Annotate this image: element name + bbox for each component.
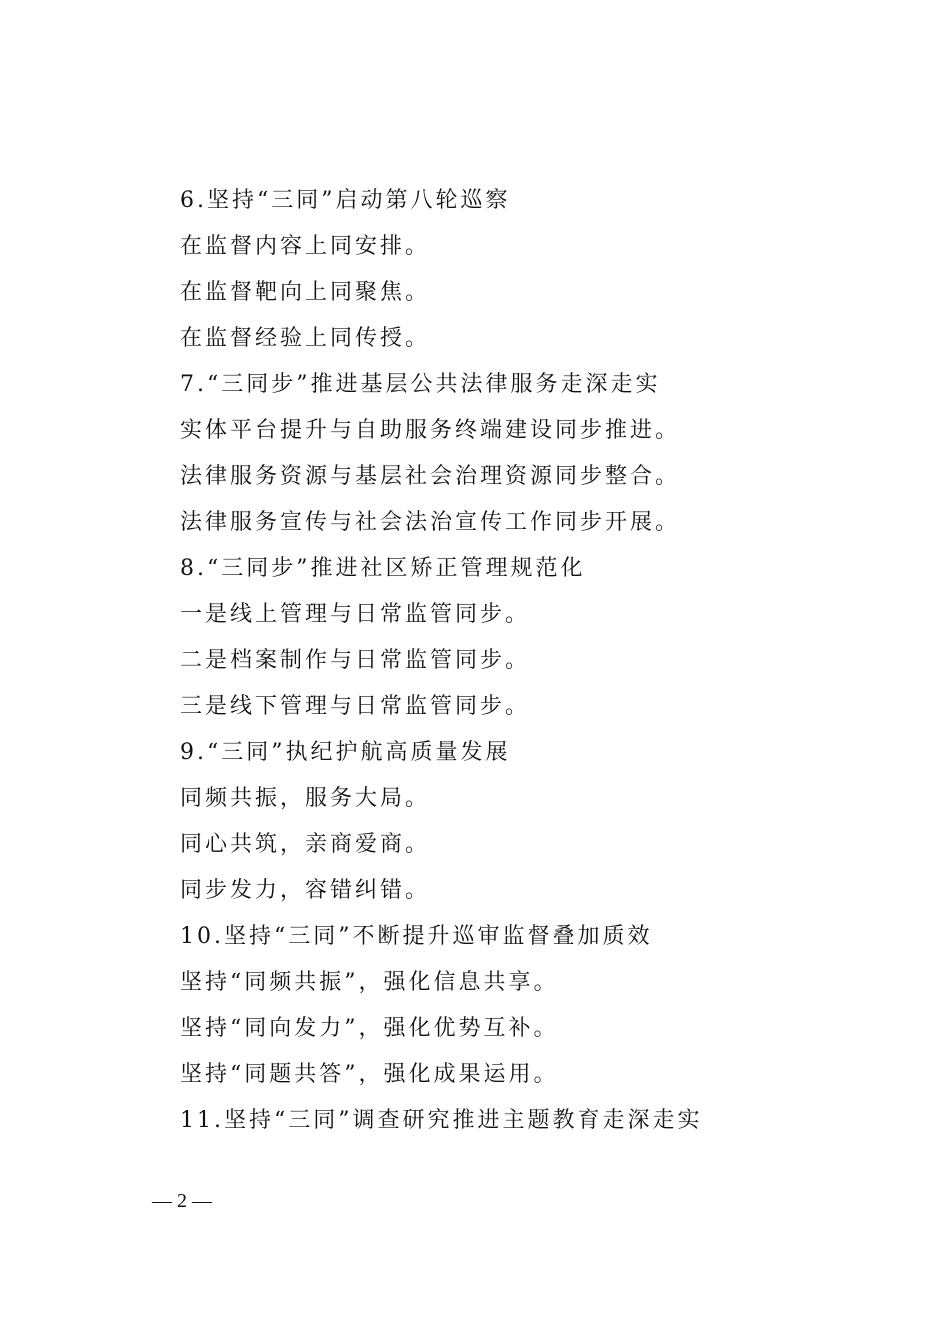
text-line: 一是线上管理与日常监管同步。 (180, 602, 531, 627)
text-line: 三是线下管理与日常监管同步。 (180, 694, 531, 719)
text-line: 在监督靶向上同聚焦。 (180, 280, 431, 305)
text-line: 同步发力，容错纠错。 (180, 878, 431, 903)
text-line: 法律服务资源与基层社会治理资源同步整合。 (180, 464, 681, 489)
heading-9: 9.“三同”执纪护航高质量发展 (180, 740, 511, 765)
text-line: 坚持“同向发力”，强化优势互补。 (180, 1016, 559, 1041)
heading-6: 6.坚持“三同”启动第八轮巡察 (180, 188, 511, 213)
text-line: 实体平台提升与自助服务终端建设同步推进。 (180, 418, 681, 443)
text-line: 二是档案制作与日常监管同步。 (180, 648, 531, 673)
document-body (180, 178, 880, 1144)
text-line: 法律服务宣传与社会法治宣传工作同步开展。 (180, 510, 681, 535)
page-number: — 2 — (152, 1190, 212, 1212)
heading-10: 10.坚持“三同”不断提升巡审监督叠加质效 (180, 924, 653, 949)
text-line: 同心共筑，亲商爱商。 (180, 832, 431, 857)
heading-7: 7.“三同步”推进基层公共法律服务走深走实 (180, 372, 661, 397)
text-line: 在监督内容上同安排。 (180, 234, 431, 259)
heading-8: 8.“三同步”推进社区矫正管理规范化 (180, 556, 586, 581)
heading-11: 11.坚持“三同”调查研究推进主题教育走深走实 (180, 1108, 703, 1133)
text-line: 同频共振，服务大局。 (180, 786, 431, 811)
text-line: 坚持“同频共振”，强化信息共享。 (180, 970, 559, 995)
text-line: 坚持“同题共答”，强化成果运用。 (180, 1062, 559, 1087)
text-line: 在监督经验上同传授。 (180, 326, 431, 351)
